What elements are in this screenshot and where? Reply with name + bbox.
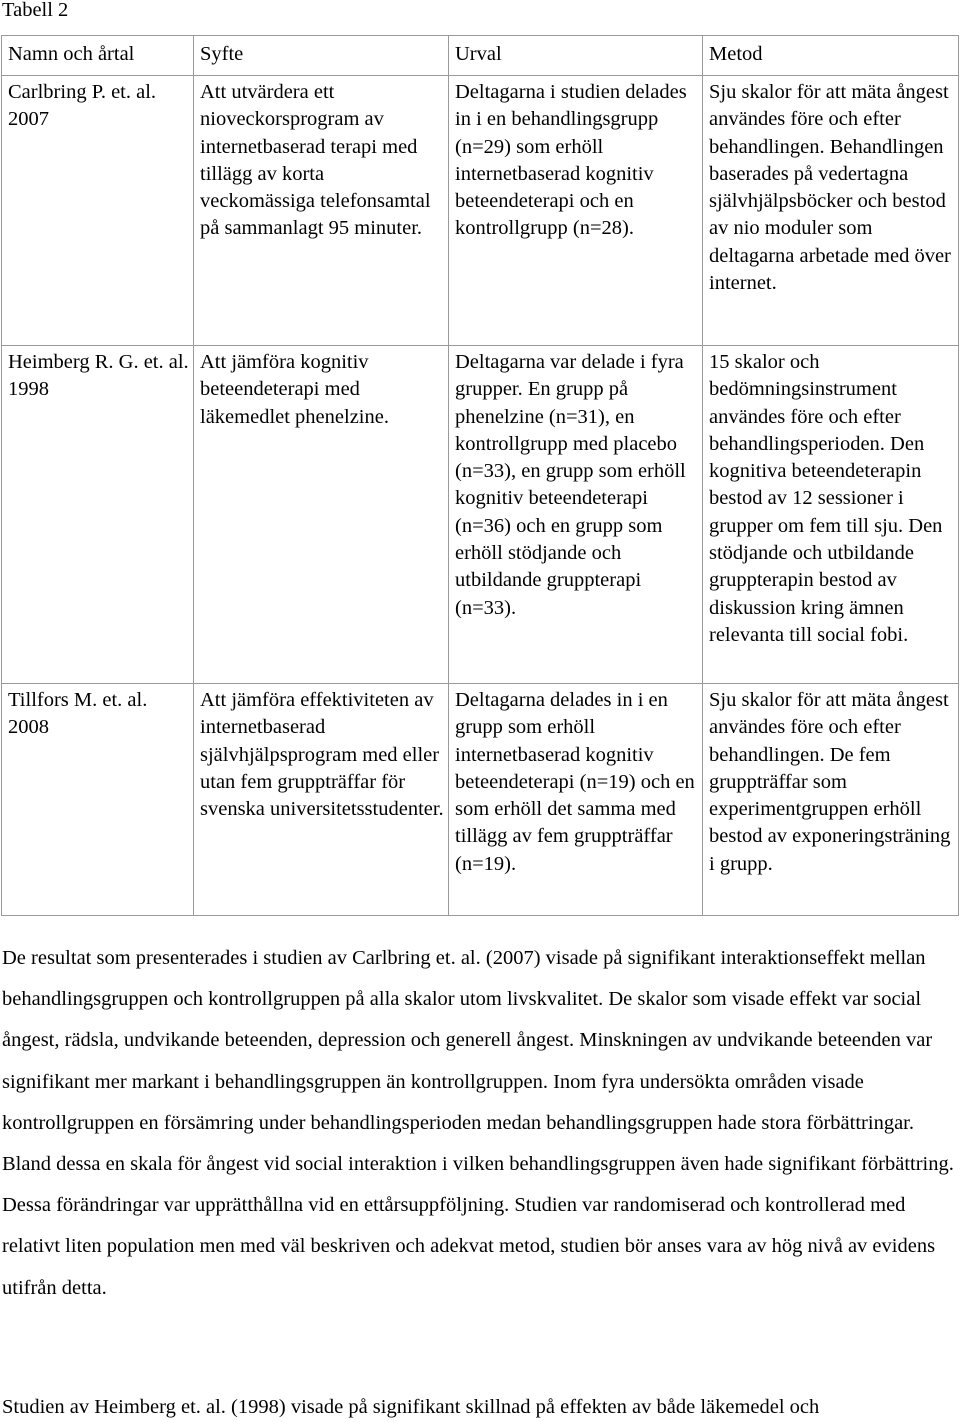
table-caption: Tabell 2 [2, 0, 69, 21]
cell-purpose: Att utvärdera ett nioveckorsprogram av internetbaserad terapi med tillägg av korta veckomässiga telefonsamtal på sammanlagt 95 minuter. [194, 76, 449, 346]
cell-name-year: Tillfors M. et. al. 2008 [2, 684, 194, 916]
table-row [2, 684, 959, 916]
study-table [1, 35, 959, 916]
cell-purpose: Att jämföra kognitiv beteendeterapi med läkemedlet phenelzine. [194, 346, 449, 684]
table-row [2, 76, 959, 346]
column-header-purpose: Syfte [194, 36, 449, 76]
table-row [2, 346, 959, 684]
cell-sample: Deltagarna i studien delades in i en behandlingsgrupp (n=29) som erhöll internetbaserad kognitiv beteendeterapi och en kontrollgrupp (n=28). [449, 76, 703, 346]
results-paragraph: De resultat som presenterades i studien av Carlbring et. al. (2007) visade på signifikant interaktionseffekt mellan behandlingsgruppen och kontrollgruppen på alla skalor utom livskvalitet. De skalor som visade effekt var social ångest, rädsla, undvikande beteenden, depression och generell ångest. Minskningen av undvikande beteenden var signifikant mer markant i behandlingsgruppen än kontrollgruppen. Inom fyra undersökta områden visade kontrollgruppen en försämring under behandlingsperioden medan behandlingsgruppen hade stora förbättringar. Bland dessa en skala för ångest vid social interaktion i vilken behandlingsgruppen även hade signifikant förbättring. Dessa förändringar var upprätthållna vid en ettårsuppföljning. Studien var randomiserad och kontrollerad med relativt liten population men med väl beskriven och adekvat metod, studien bör anses vara av hög nivå av evidens utifrån detta. [2, 947, 954, 1299]
column-header-name-year: Namn och årtal [2, 36, 194, 76]
cell-method: 15 skalor och bedömningsinstrument användes före och efter behandlingsperioden. Den kognitiva beteendeterapin bestod av 12 sessioner i grupper om fem till sju. Den stödjande och utbildande gruppterapin bestod av diskussion kring ämnen relevanta till social fobi. [703, 346, 959, 684]
cell-method: Sju skalor för att mäta ångest användes före och efter behandlingen. Behandlingen baserades på vedertagna självhjälpsböcker och bestod av nio moduler som deltagarna arbetade med över internet. [703, 76, 959, 346]
cell-purpose: Att jämföra effektiviteten av internetbaserad självhjälpsprogram med eller utan fem gruppträffar för svenska universitetsstudenter. [194, 684, 449, 916]
cell-sample: Deltagarna delades in i en grupp som erhöll internetbaserad kognitiv beteendeterapi (n=19) och en som erhöll det samma med tillägg av fem gruppträffar (n=19). [449, 684, 703, 916]
column-header-sample: Urval [449, 36, 703, 76]
table-header-row [2, 36, 959, 76]
cell-name-year: Carlbring P. et. al. 2007 [2, 76, 194, 346]
cell-method: Sju skalor för att mäta ångest användes före och efter behandlingen. De fem gruppträffar som experimentgruppen erhöll bestod av exponeringsträning i grupp. [703, 684, 959, 916]
cell-sample: Deltagarna var delade i fyra grupper. En grupp på phenelzine (n=31), en kontrollgrupp med placebo (n=33), en grupp som erhöll kognitiv beteendeterapi (n=36) och en grupp som erhöll stödjande och utbildande gruppterapi (n=33). [449, 346, 703, 684]
continuation-paragraph: Studien av Heimberg et. al. (1998) visade på signifikant skillnad på effekten av både läkemedel och [2, 1396, 820, 1418]
cell-name-year: Heimberg R. G. et. al. 1998 [2, 346, 194, 684]
column-header-method: Metod [703, 36, 959, 76]
